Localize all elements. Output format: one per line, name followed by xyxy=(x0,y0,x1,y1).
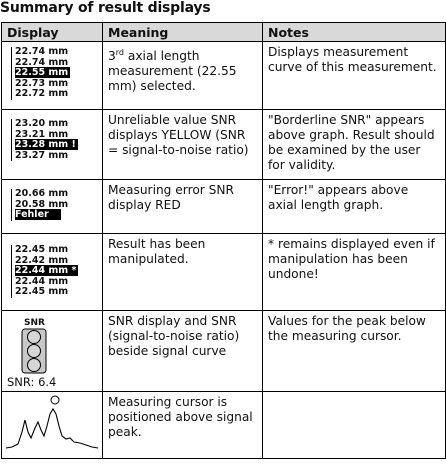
result-line-selected: 22.44 mm * xyxy=(15,265,77,276)
snr-value: SNR: 6.4 xyxy=(7,375,57,389)
meaning-cell: Measuring cursor is positioned above signal peak. xyxy=(103,392,263,459)
result-line: 23.20 mm xyxy=(15,118,69,129)
result-list xyxy=(11,245,97,298)
notes-cell: "Error!" appears above axial length graph. xyxy=(263,180,446,234)
display-cell xyxy=(2,234,103,311)
display-cell xyxy=(2,110,103,180)
table-row xyxy=(2,392,446,459)
header-display: Display xyxy=(2,23,103,42)
display-cell xyxy=(2,311,103,392)
notes-cell: Values for the peak below the measuring cursor. xyxy=(263,311,446,392)
result-line: 20.58 mm xyxy=(15,198,69,210)
header-meaning: Meaning xyxy=(103,23,263,42)
signal-curve-icon xyxy=(2,392,102,454)
result-line: 22.74 mm xyxy=(15,56,69,68)
meaning-cell: Unreliable value SNR displays YELLOW (SNR = signal-to-noise ratio) xyxy=(103,110,263,180)
result-displays-table xyxy=(1,22,446,459)
result-list xyxy=(11,189,97,221)
table-header-row xyxy=(2,23,446,42)
table-row xyxy=(2,234,446,311)
meaning-cell: SNR display and SNR (signal-to-noise ratio) beside signal curve xyxy=(103,311,263,392)
snr-label: SNR xyxy=(24,318,45,328)
result-line: 22.45 mm xyxy=(15,244,69,255)
result-line: 22.44 mm xyxy=(15,275,69,287)
result-line: 22.45 mm xyxy=(15,286,69,297)
table-row xyxy=(2,180,446,234)
result-line: 22.72 mm xyxy=(15,88,69,99)
notes-cell: * remains displayed even if manipulation has been undone! xyxy=(263,234,446,311)
result-list xyxy=(11,47,97,100)
snr-display xyxy=(7,314,97,389)
result-list xyxy=(11,119,97,161)
result-line: 22.73 mm xyxy=(15,77,69,89)
meaning-cell: 3rd axial length measurement (22.55 mm) selected. xyxy=(103,42,263,110)
notes-cell: Displays measurement curve of this measurement. xyxy=(263,42,446,110)
result-line: 23.21 mm xyxy=(15,128,69,140)
table-row xyxy=(2,311,446,392)
result-line-error: Fehler xyxy=(15,210,97,221)
result-line: 23.27 mm xyxy=(15,149,69,161)
meaning-cell: Measuring error SNR display RED xyxy=(103,180,263,234)
display-cell xyxy=(2,42,103,110)
result-line: 22.74 mm xyxy=(15,46,69,57)
result-line: 20.66 mm xyxy=(15,188,69,199)
table-row xyxy=(2,110,446,180)
display-cell xyxy=(2,392,103,459)
result-line: 22.42 mm xyxy=(15,254,69,266)
table-row xyxy=(2,42,446,110)
result-line-selected: 23.28 mm ! xyxy=(15,139,76,150)
header-notes: Notes xyxy=(263,23,446,42)
page-title: Summary of result displays xyxy=(0,0,211,16)
snr-traffic-light-icon xyxy=(21,328,47,374)
display-cell xyxy=(2,180,103,234)
result-line-selected: 22.55 mm xyxy=(15,67,69,78)
meaning-cell: Result has been manipulated. xyxy=(103,234,263,311)
notes-cell: "Borderline SNR" appears above graph. Result should be examined by the user for validity. xyxy=(263,110,446,180)
notes-cell xyxy=(263,392,446,459)
